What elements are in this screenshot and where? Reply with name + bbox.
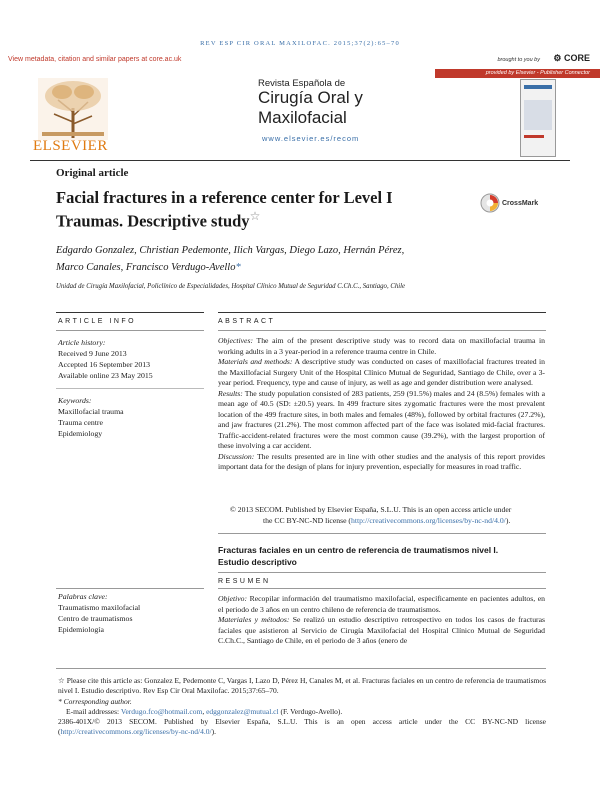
spanish-title-line1: Fracturas faciales en un centro de referencia de traumatismos nivel I. (218, 545, 499, 555)
email-link[interactable]: edggonzalez@mutual.cl (206, 707, 279, 716)
authors-line2: Marco Canales, Francisco Verdugo-Avello* (56, 262, 241, 273)
core-logo[interactable] (553, 53, 590, 64)
abstract-objectives: Objectives: The aim of the present descriptive study was to record data on maxillofacial trauma in working adults in a 3 year-period in a reference trauma centre in Chile. (218, 336, 545, 356)
history-online: Available online 23 May 2015 (58, 371, 153, 380)
license-footnote-link[interactable]: http://creativecommons.org/licenses/by-nc-nd/4.0/ (60, 727, 212, 737)
article-type: Original article (56, 167, 129, 179)
spanish-title-line2: Estudio descriptivo (218, 557, 297, 567)
license-link[interactable]: http://creativecommons.org/licenses/by-nc-nd/4.0/ (350, 516, 506, 525)
elsevier-tree-icon (38, 78, 108, 140)
keyword-item: Maxillofacial trauma (58, 407, 124, 416)
abstract-license: the CC BY-NC-ND license (http://creativecommons.org/licenses/by-nc-nd/4.0/). (263, 516, 511, 525)
resumen-body (218, 594, 545, 647)
abstract-discussion: Discussion: The results presented are in line with other studies and the analysis of this report provides important data for the design of plans for injury prevention, especially for measures in road traffic. (218, 451, 545, 471)
abstract-copyright: © 2013 SECOM. Published by Elsevier España, S.L.U. This is an open access article under (230, 505, 512, 514)
crossmark-badge[interactable] (480, 192, 544, 216)
palabras-clave-title: Palabras clave: (58, 592, 108, 601)
email-footnote: E-mail addresses: Verdugo.fco@hotmail.com, edggonzalez@mutual.cl (F. Verdugo-Avello). (66, 707, 343, 716)
crossmark-icon (480, 192, 500, 214)
keyword-item: Trauma centre (58, 418, 103, 427)
resumen-objetivo: Objetivo: Recopilar información del traumatismo maxilofacial, específicamente en pacientes adultos, en el periodo de 3 años en un centro chileno de referencia de traumatismos. (218, 594, 545, 614)
crossmark-label: CrossMark (502, 200, 539, 207)
abstract-heading: ABSTRACT (218, 318, 276, 325)
license-footnote: 2386-401X/© 2013 SECOM. Published by Elsevier España, S.L.U. This is an open access article under the CC BY-NC-ND license (http://creativecommons.org/licenses/by-nc-nd/4.0/). (58, 717, 546, 737)
provider-text: provided by Elsevier - Publisher Connector (485, 70, 590, 76)
article-title-line1: Facial fractures in a reference center for Level I (56, 188, 393, 207)
header-divider (30, 160, 570, 161)
palabra-clave-item: Epidemiología (58, 625, 104, 634)
abstract-results: Results: The study population consisted of 283 patients, 259 (91.5%) males and 24 (8.5%) females with a mean age of 40.5 (SD: ±20.5) years. In 499 fracture sites zygomatic fractures were the most prevalent location of the 499 fracture sites, in both males and females (48%), followed by orbital fractures (27.2%), and jaw fractures (21.2%). The most common affected part of the face was isolated mid-facial fractures. Traffic-accident-related fractures were the most common cause (39.2%), with the largest proportion of these involving a car accident. (218, 388, 545, 450)
palabra-clave-item: Traumatismo maxilofacial (58, 603, 141, 612)
provider-bar (0, 69, 600, 78)
keyword-item: Epidemiology (58, 429, 103, 438)
keywords-title: Keywords: (58, 396, 92, 405)
journal-url[interactable]: www.elsevier.es/recom (262, 134, 360, 143)
elsevier-logo-text: ELSEVIER (33, 138, 108, 154)
brought-by-text: brought to you by (497, 57, 540, 63)
history-received: Received 9 June 2013 (58, 349, 127, 358)
journal-reference: REV ESP CIR ORAL MAXILOFAC. 2015;37(2):65–70 (200, 40, 400, 47)
journal-title-line1: Revista Española de (258, 78, 346, 89)
resumen-heading: RESUMEN (218, 578, 271, 585)
email-link[interactable]: Verdugo.fco@hotmail.com (120, 707, 203, 716)
core-logo-icon: ⚙ (553, 53, 562, 63)
resumen-metodos: Materiales y métodos: Se realizó un estudio descriptivo retrospectivo en todos los casos de fracturas faciales que asistieron al Servicio de Cirugía Maxilofacial del Hospital Clínico Mutual de Seguridad C.Ch.C., Santiago de Chile, en el periodo de 3 años (enero de (218, 615, 545, 645)
article-title-line2: Traumas. Descriptive study☆ (56, 209, 261, 231)
abstract-body (218, 336, 545, 473)
abstract-methods: Materials and methods: A descriptive study was conducted on cases of maxillofacial fractures treated in the Maxillofacial Surgery Unit of the Hospital Clínico Mutual de Seguridad, Santiago de Chile, over a 3-year period. Frequency, type and cause of injury, as well as age and gender distribution were analysed. (218, 357, 546, 387)
palabra-clave-item: Centro de traumatismos (58, 614, 133, 623)
journal-title-line2: Cirugía Oral y (258, 88, 363, 107)
history-accepted: Accepted 16 September 2013 (58, 360, 151, 369)
title-footnote-mark[interactable]: ☆ (249, 209, 261, 223)
journal-cover-thumbnail (520, 79, 556, 157)
citation-footnote: ☆ Please cite this article as: Gonzalez E, Pedemonte C, Vargas I, Lazo D, Pérez H, Canales M, et al. Fracturas faciales en un centro de referencia de traumatismos nivel I. Estudio descriptivo. Rev Esp Cir Oral Maxilofac. 2015;37:65–70. (58, 676, 546, 696)
affiliation: Unidad de Cirugía Maxilofacial, Policlínico de Especialidades, Hospital Clínico Mutual de Seguridad C.Ch.C., Santiago, Chile (56, 283, 406, 290)
article-info-heading: ARTICLE INFO (58, 318, 137, 325)
corresponding-footnote: * Corresponding author. (58, 697, 132, 706)
authors-line1: Edgardo Gonzalez, Christian Pedemonte, Ilich Vargas, Diego Lazo, Hernán Pérez, (56, 245, 405, 256)
core-logo-text: CORE (563, 53, 590, 63)
corresponding-author-mark[interactable]: * (235, 262, 241, 273)
journal-title-line3: Maxilofacial (258, 108, 347, 127)
core-metadata-link[interactable]: View metadata, citation and similar papers at core.ac.uk (8, 56, 182, 63)
history-title: Article history: (58, 338, 106, 347)
